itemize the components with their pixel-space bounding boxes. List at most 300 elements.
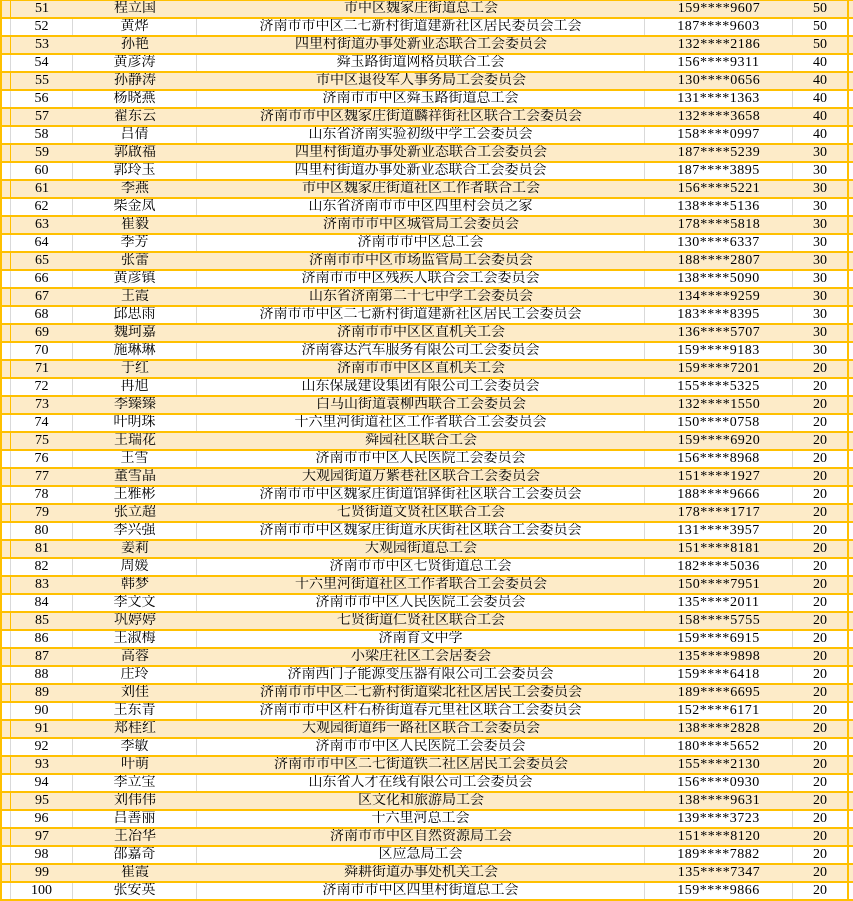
cell-member-name[interactable]: 黄彦镇 [73,271,197,287]
cell-member-name[interactable]: 李燕 [73,181,197,197]
cell-rank[interactable]: 91 [11,721,73,737]
cell-member-name[interactable]: 吕善丽 [73,811,197,827]
cell-phone[interactable]: 135****9898 [645,649,793,665]
row-strip-right [847,631,853,647]
cell-member-name[interactable]: 周媛 [73,559,197,575]
cell-score[interactable]: 20 [793,595,847,611]
cell-rank[interactable]: 61 [11,181,73,197]
cell-phone[interactable]: 183****8395 [645,307,793,323]
cell-rank[interactable]: 52 [11,19,73,35]
cell-rank[interactable]: 55 [11,73,73,89]
cell-rank[interactable]: 68 [11,307,73,323]
table-row [0,883,853,901]
table-row [0,325,853,343]
cell-member-name[interactable]: 魏珂嘉 [73,325,197,341]
row-strip-right [847,649,853,665]
cell-member-name[interactable]: 王雅彬 [73,487,197,503]
cell-phone[interactable]: 189****7882 [645,847,793,863]
row-strip-left [0,199,11,215]
table-row [0,253,853,271]
cell-organization[interactable]: 四里村街道办事处新业态联合工会委员会 [197,163,645,179]
cell-rank[interactable]: 93 [11,757,73,773]
row-strip-left [0,37,11,53]
row-strip-left [0,595,11,611]
cell-rank[interactable]: 67 [11,289,73,305]
cell-rank[interactable]: 78 [11,487,73,503]
cell-member-name[interactable]: 刘佳 [73,685,197,701]
cell-phone[interactable]: 187****3895 [645,163,793,179]
cell-score[interactable]: 20 [793,829,847,845]
row-strip-left [0,307,11,323]
cell-score[interactable]: 20 [793,703,847,719]
cell-phone[interactable]: 150****0758 [645,415,793,431]
cell-phone[interactable]: 156****5221 [645,181,793,197]
cell-member-name[interactable]: 张蕾 [73,253,197,269]
cell-phone[interactable]: 130****6337 [645,235,793,251]
cell-organization[interactable]: 济南市市中区舜玉路街道总工会 [197,91,645,107]
cell-rank[interactable]: 64 [11,235,73,251]
cell-phone[interactable]: 138****5090 [645,271,793,287]
cell-phone[interactable]: 135****7347 [645,865,793,881]
cell-organization[interactable]: 济南市市中区魏家庄街道麟祥街社区联合工会委员会 [197,109,645,125]
cell-organization[interactable]: 济南市市中区二七新村街道建新社区居民委员会工会 [197,19,645,35]
row-strip-right [847,127,853,143]
cell-organization[interactable]: 十六里河总工会 [197,811,645,827]
cell-phone[interactable]: 130****0656 [645,73,793,89]
cell-organization[interactable]: 济南市市中区残疾人联合会工会委员会 [197,271,645,287]
cell-phone[interactable]: 138****5136 [645,199,793,215]
cell-score[interactable]: 20 [793,739,847,755]
cell-member-name[interactable]: 邱思雨 [73,307,197,323]
cell-score[interactable]: 20 [793,505,847,521]
cell-score[interactable]: 20 [793,775,847,791]
cell-rank[interactable]: 69 [11,325,73,341]
cell-organization[interactable]: 济南市市中区总工会 [197,235,645,251]
cell-phone[interactable]: 159****6915 [645,631,793,647]
cell-member-name[interactable]: 郑桂红 [73,721,197,737]
cell-organization[interactable]: 七贤街道仁贤社区联合工会 [197,613,645,629]
cell-member-name[interactable]: 王淑梅 [73,631,197,647]
cell-score[interactable]: 20 [793,451,847,467]
row-strip-left [0,631,11,647]
row-strip-left [0,577,11,593]
table-row [0,703,853,721]
cell-organization[interactable]: 济南市市中区魏家庄街道永庆街社区联合工会委员会 [197,523,645,539]
cell-phone[interactable]: 132****1550 [645,397,793,413]
cell-phone[interactable]: 132****3658 [645,109,793,125]
cell-rank[interactable]: 56 [11,91,73,107]
cell-member-name[interactable]: 黄彦涛 [73,55,197,71]
cell-organization[interactable]: 济南市市中区七贤街道总工会 [197,559,645,575]
cell-member-name[interactable]: 孙静涛 [73,73,197,89]
cell-organization[interactable]: 十六里河街道社区工作者联合工会委员会 [197,415,645,431]
cell-member-name[interactable]: 邵嘉奇 [73,847,197,863]
row-strip-right [847,199,853,215]
cell-score[interactable]: 20 [793,721,847,737]
cell-rank[interactable]: 98 [11,847,73,863]
cell-member-name[interactable]: 郭啟福 [73,145,197,161]
cell-member-name[interactable]: 李文文 [73,595,197,611]
cell-score[interactable]: 20 [793,685,847,701]
cell-member-name[interactable]: 崔霞 [73,865,197,881]
cell-organization[interactable]: 山东省济南市市中区四里村会员之家 [197,199,645,215]
cell-organization[interactable]: 舜园社区联合工会 [197,433,645,449]
cell-score[interactable]: 20 [793,379,847,395]
cell-score[interactable]: 20 [793,487,847,503]
cell-organization[interactable]: 济南西门子能源变压器有限公司工会委员会 [197,667,645,683]
cell-phone[interactable]: 131****3957 [645,523,793,539]
cell-phone[interactable]: 159****9183 [645,343,793,359]
cell-phone[interactable]: 156****9311 [645,55,793,71]
cell-member-name[interactable]: 李臻臻 [73,397,197,413]
cell-member-name[interactable]: 韩梦 [73,577,197,593]
cell-member-name[interactable]: 巩婷婷 [73,613,197,629]
cell-member-name[interactable]: 郭玲玉 [73,163,197,179]
cell-phone[interactable]: 189****6695 [645,685,793,701]
cell-score[interactable]: 20 [793,847,847,863]
cell-member-name[interactable]: 姜莉 [73,541,197,557]
cell-score[interactable]: 20 [793,649,847,665]
cell-organization[interactable]: 山东保晟建设集团有限公司工会委员会 [197,379,645,395]
table-row [0,55,853,73]
cell-score[interactable]: 20 [793,865,847,881]
cell-phone[interactable]: 150****7951 [645,577,793,593]
cell-score[interactable]: 40 [793,55,847,71]
cell-organization[interactable]: 市中区魏家庄街道社区工作者联合工会 [197,181,645,197]
cell-rank[interactable]: 70 [11,343,73,359]
cell-rank[interactable]: 94 [11,775,73,791]
cell-rank[interactable]: 87 [11,649,73,665]
cell-rank[interactable]: 82 [11,559,73,575]
row-strip-right [847,73,853,89]
cell-organization[interactable]: 济南睿达汽车服务有限公司工会委员会 [197,343,645,359]
cell-organization[interactable]: 济南市市中区人民医院工会委员会 [197,595,645,611]
row-strip-right [847,595,853,611]
cell-score[interactable]: 20 [793,433,847,449]
cell-score[interactable]: 50 [793,37,847,53]
row-strip-right [847,613,853,629]
cell-member-name[interactable]: 黄烨 [73,19,197,35]
cell-organization[interactable]: 小梁庄社区工会居委会 [197,649,645,665]
cell-score[interactable]: 30 [793,199,847,215]
cell-member-name[interactable]: 李兴强 [73,523,197,539]
table-row [0,595,853,613]
cell-member-name[interactable]: 吕倩 [73,127,197,143]
row-strip-left [0,271,11,287]
cell-member-name[interactable]: 王霞 [73,289,197,305]
cell-member-name[interactable]: 于红 [73,361,197,377]
cell-member-name[interactable]: 程立国 [73,1,197,17]
cell-rank[interactable]: 58 [11,127,73,143]
cell-rank[interactable]: 77 [11,469,73,485]
cell-score[interactable]: 20 [793,613,847,629]
row-strip-right [847,415,853,431]
cell-organization[interactable]: 山东省济南第二十七中学工会委员会 [197,289,645,305]
row-strip-left [0,289,11,305]
cell-rank[interactable]: 63 [11,217,73,233]
cell-member-name[interactable]: 翟东云 [73,109,197,125]
cell-score[interactable]: 20 [793,415,847,431]
cell-rank[interactable]: 65 [11,253,73,269]
cell-phone[interactable]: 155****5325 [645,379,793,395]
cell-score[interactable]: 20 [793,469,847,485]
cell-score[interactable]: 20 [793,667,847,683]
cell-phone[interactable]: 138****2828 [645,721,793,737]
cell-organization[interactable]: 大观园街道纬一路社区联合工会委员会 [197,721,645,737]
cell-organization[interactable]: 四里村街道办事处新业态联合工会委员会 [197,145,645,161]
cell-score[interactable]: 30 [793,289,847,305]
row-strip-right [847,739,853,755]
cell-member-name[interactable]: 李敏 [73,739,197,755]
cell-score[interactable]: 20 [793,793,847,809]
table-row [0,631,853,649]
cell-organization[interactable]: 大观园街道总工会 [197,541,645,557]
cell-phone[interactable]: 156****0930 [645,775,793,791]
cell-phone[interactable]: 134****9259 [645,289,793,305]
cell-phone[interactable]: 151****1927 [645,469,793,485]
cell-rank[interactable]: 62 [11,199,73,215]
cell-score[interactable]: 30 [793,235,847,251]
cell-organization[interactable]: 济南市市中区自然资源局工会 [197,829,645,845]
cell-score[interactable]: 20 [793,361,847,377]
cell-organization[interactable]: 白马山街道袁柳西联合工会委员会 [197,397,645,413]
cell-phone[interactable]: 187****5239 [645,145,793,161]
cell-phone[interactable]: 159****6920 [645,433,793,449]
cell-member-name[interactable]: 刘伟伟 [73,793,197,809]
row-strip-left [0,793,11,809]
cell-phone[interactable]: 159****7201 [645,361,793,377]
cell-score[interactable]: 30 [793,217,847,233]
cell-organization[interactable]: 济南市市中区人民医院工会委员会 [197,739,645,755]
cell-rank[interactable]: 86 [11,631,73,647]
cell-phone[interactable]: 131****1363 [645,91,793,107]
cell-organization[interactable]: 济南市市中区二七街道铁二社区居民工会委员会 [197,757,645,773]
cell-score[interactable]: 30 [793,343,847,359]
cell-phone[interactable]: 135****2011 [645,595,793,611]
cell-rank[interactable]: 80 [11,523,73,539]
cell-score[interactable]: 30 [793,307,847,323]
table-row [0,811,853,829]
cell-score[interactable]: 50 [793,1,847,17]
cell-organization[interactable]: 舜玉路街道网格员联合工会 [197,55,645,71]
row-strip-left [0,325,11,341]
cell-organization[interactable]: 济南市市中区人民医院工会委员会 [197,451,645,467]
cell-phone[interactable]: 159****9866 [645,883,793,899]
cell-rank[interactable]: 71 [11,361,73,377]
table-row [0,307,853,325]
cell-rank[interactable]: 60 [11,163,73,179]
cell-organization[interactable]: 市中区魏家庄街道总工会 [197,1,645,17]
cell-member-name[interactable]: 崔毅 [73,217,197,233]
row-strip-left [0,811,11,827]
row-strip-right [847,37,853,53]
cell-organization[interactable]: 济南市市中区区直机关工会 [197,325,645,341]
cell-rank[interactable]: 89 [11,685,73,701]
cell-member-name[interactable]: 庄玲 [73,667,197,683]
row-strip-right [847,271,853,287]
cell-phone[interactable]: 178****5818 [645,217,793,233]
cell-phone[interactable]: 187****9603 [645,19,793,35]
cell-score[interactable]: 30 [793,253,847,269]
cell-rank[interactable]: 66 [11,271,73,287]
cell-phone[interactable]: 158****0997 [645,127,793,143]
cell-member-name[interactable]: 叶明珠 [73,415,197,431]
cell-organization[interactable]: 济南育文中学 [197,631,645,647]
row-strip-left [0,127,11,143]
cell-rank[interactable]: 96 [11,811,73,827]
cell-rank[interactable]: 54 [11,55,73,71]
cell-rank[interactable]: 88 [11,667,73,683]
cell-rank[interactable]: 84 [11,595,73,611]
table-row [0,487,853,505]
cell-phone[interactable]: 180****5652 [645,739,793,755]
cell-member-name[interactable]: 王瑞花 [73,433,197,449]
cell-score[interactable]: 40 [793,73,847,89]
row-strip-right [847,433,853,449]
cell-rank[interactable]: 79 [11,505,73,521]
cell-organization[interactable]: 区应急局工会 [197,847,645,863]
cell-rank[interactable]: 51 [11,1,73,17]
cell-rank[interactable]: 74 [11,415,73,431]
cell-phone[interactable]: 158****5755 [645,613,793,629]
cell-rank[interactable]: 57 [11,109,73,125]
cell-organization[interactable]: 大观园街道万紫巷社区联合工会委员会 [197,469,645,485]
cell-organization[interactable]: 七贤街道文贤社区联合工会 [197,505,645,521]
cell-organization[interactable]: 济南市市中区二七新村街道建新社区居民工会委员会 [197,307,645,323]
table-row [0,793,853,811]
cell-organization[interactable]: 济南市市中区四里村街道总工会 [197,883,645,899]
cell-phone[interactable]: 155****2130 [645,757,793,773]
cell-organization[interactable]: 十六里河街道社区工作者联合工会委员会 [197,577,645,593]
cell-phone[interactable]: 151****8181 [645,541,793,557]
cell-phone[interactable]: 151****8120 [645,829,793,845]
table-row [0,397,853,415]
cell-member-name[interactable]: 王冶华 [73,829,197,845]
cell-phone[interactable]: 159****6418 [645,667,793,683]
cell-member-name[interactable]: 孙艳 [73,37,197,53]
cell-score[interactable]: 20 [793,757,847,773]
cell-organization[interactable]: 山东省济南实验初级中学工会委员会 [197,127,645,143]
cell-rank[interactable]: 81 [11,541,73,557]
cell-member-name[interactable]: 王东青 [73,703,197,719]
cell-rank[interactable]: 85 [11,613,73,629]
cell-rank[interactable]: 83 [11,577,73,593]
cell-phone[interactable]: 159****9607 [645,1,793,17]
cell-rank[interactable]: 75 [11,433,73,449]
table-row [0,361,853,379]
cell-score[interactable]: 20 [793,883,847,899]
cell-rank[interactable]: 53 [11,37,73,53]
table-row [0,415,853,433]
cell-rank[interactable]: 59 [11,145,73,161]
cell-member-name[interactable]: 张立超 [73,505,197,521]
cell-organization[interactable]: 四里村街道办事处新业态联合工会委员会 [197,37,645,53]
row-strip-left [0,613,11,629]
cell-phone[interactable]: 188****2807 [645,253,793,269]
cell-score[interactable]: 20 [793,811,847,827]
cell-phone[interactable]: 152****6171 [645,703,793,719]
row-strip-left [0,559,11,575]
cell-score[interactable]: 20 [793,541,847,557]
cell-rank[interactable]: 73 [11,397,73,413]
cell-organization[interactable]: 济南市市中区魏家庄街道馆驿街社区联合工会委员会 [197,487,645,503]
cell-phone[interactable]: 156****8968 [645,451,793,467]
cell-rank[interactable]: 95 [11,793,73,809]
cell-rank[interactable]: 90 [11,703,73,719]
table-row [0,433,853,451]
cell-rank[interactable]: 100 [11,883,73,899]
cell-score[interactable]: 30 [793,163,847,179]
cell-score[interactable]: 20 [793,559,847,575]
table-row [0,649,853,667]
cell-member-name[interactable]: 高蓉 [73,649,197,665]
cell-score[interactable]: 30 [793,271,847,287]
table-row [0,73,853,91]
cell-organization[interactable]: 济南市市中区杆石桥街道春元里社区联合工会委员会 [197,703,645,719]
cell-score[interactable]: 40 [793,127,847,143]
cell-score[interactable]: 30 [793,145,847,161]
cell-organization[interactable]: 济南市市中区市场监管局工会委员会 [197,253,645,269]
cell-score[interactable]: 20 [793,631,847,647]
cell-member-name[interactable]: 王雪 [73,451,197,467]
cell-rank[interactable]: 92 [11,739,73,755]
cell-score[interactable]: 30 [793,325,847,341]
row-strip-right [847,703,853,719]
cell-phone[interactable]: 139****3723 [645,811,793,827]
cell-score[interactable]: 50 [793,19,847,35]
row-strip-right [847,19,853,35]
cell-organization[interactable]: 舜耕街道办事处机关工会 [197,865,645,881]
cell-score[interactable]: 20 [793,577,847,593]
cell-score[interactable]: 20 [793,523,847,539]
cell-member-name[interactable]: 董雪晶 [73,469,197,485]
cell-organization[interactable]: 济南市市中区城管局工会委员会 [197,217,645,233]
cell-member-name[interactable]: 季芳 [73,235,197,251]
cell-member-name[interactable]: 李立宝 [73,775,197,791]
cell-member-name[interactable]: 张安英 [73,883,197,899]
cell-score[interactable]: 30 [793,181,847,197]
cell-phone[interactable]: 182****5036 [645,559,793,575]
cell-phone[interactable]: 178****1717 [645,505,793,521]
row-strip-left [0,775,11,791]
cell-rank[interactable]: 76 [11,451,73,467]
cell-member-name[interactable]: 冉旭 [73,379,197,395]
cell-rank[interactable]: 97 [11,829,73,845]
cell-phone[interactable]: 132****2186 [645,37,793,53]
cell-member-name[interactable]: 叶萌 [73,757,197,773]
cell-member-name[interactable]: 柴金凤 [73,199,197,215]
cell-phone[interactable]: 138****9631 [645,793,793,809]
cell-score[interactable]: 20 [793,397,847,413]
cell-score[interactable]: 40 [793,109,847,125]
cell-organization[interactable]: 济南市市中区区直机关工会 [197,361,645,377]
cell-organization[interactable]: 区文化和旅游局工会 [197,793,645,809]
table-row [0,847,853,865]
cell-organization[interactable]: 市中区退役军人事务局工会委员会 [197,73,645,89]
cell-score[interactable]: 40 [793,91,847,107]
row-strip-right [847,181,853,197]
cell-phone[interactable]: 188****9666 [645,487,793,503]
cell-organization[interactable]: 济南市市中区二七新村街道梁北社区居民工会委员会 [197,685,645,701]
cell-member-name[interactable]: 施琳琳 [73,343,197,359]
cell-rank[interactable]: 72 [11,379,73,395]
cell-rank[interactable]: 99 [11,865,73,881]
cell-phone[interactable]: 136****5707 [645,325,793,341]
cell-organization[interactable]: 山东省人才在线有限公司工会委员会 [197,775,645,791]
table-row [0,343,853,361]
row-strip-right [847,847,853,863]
cell-member-name[interactable]: 杨晓燕 [73,91,197,107]
